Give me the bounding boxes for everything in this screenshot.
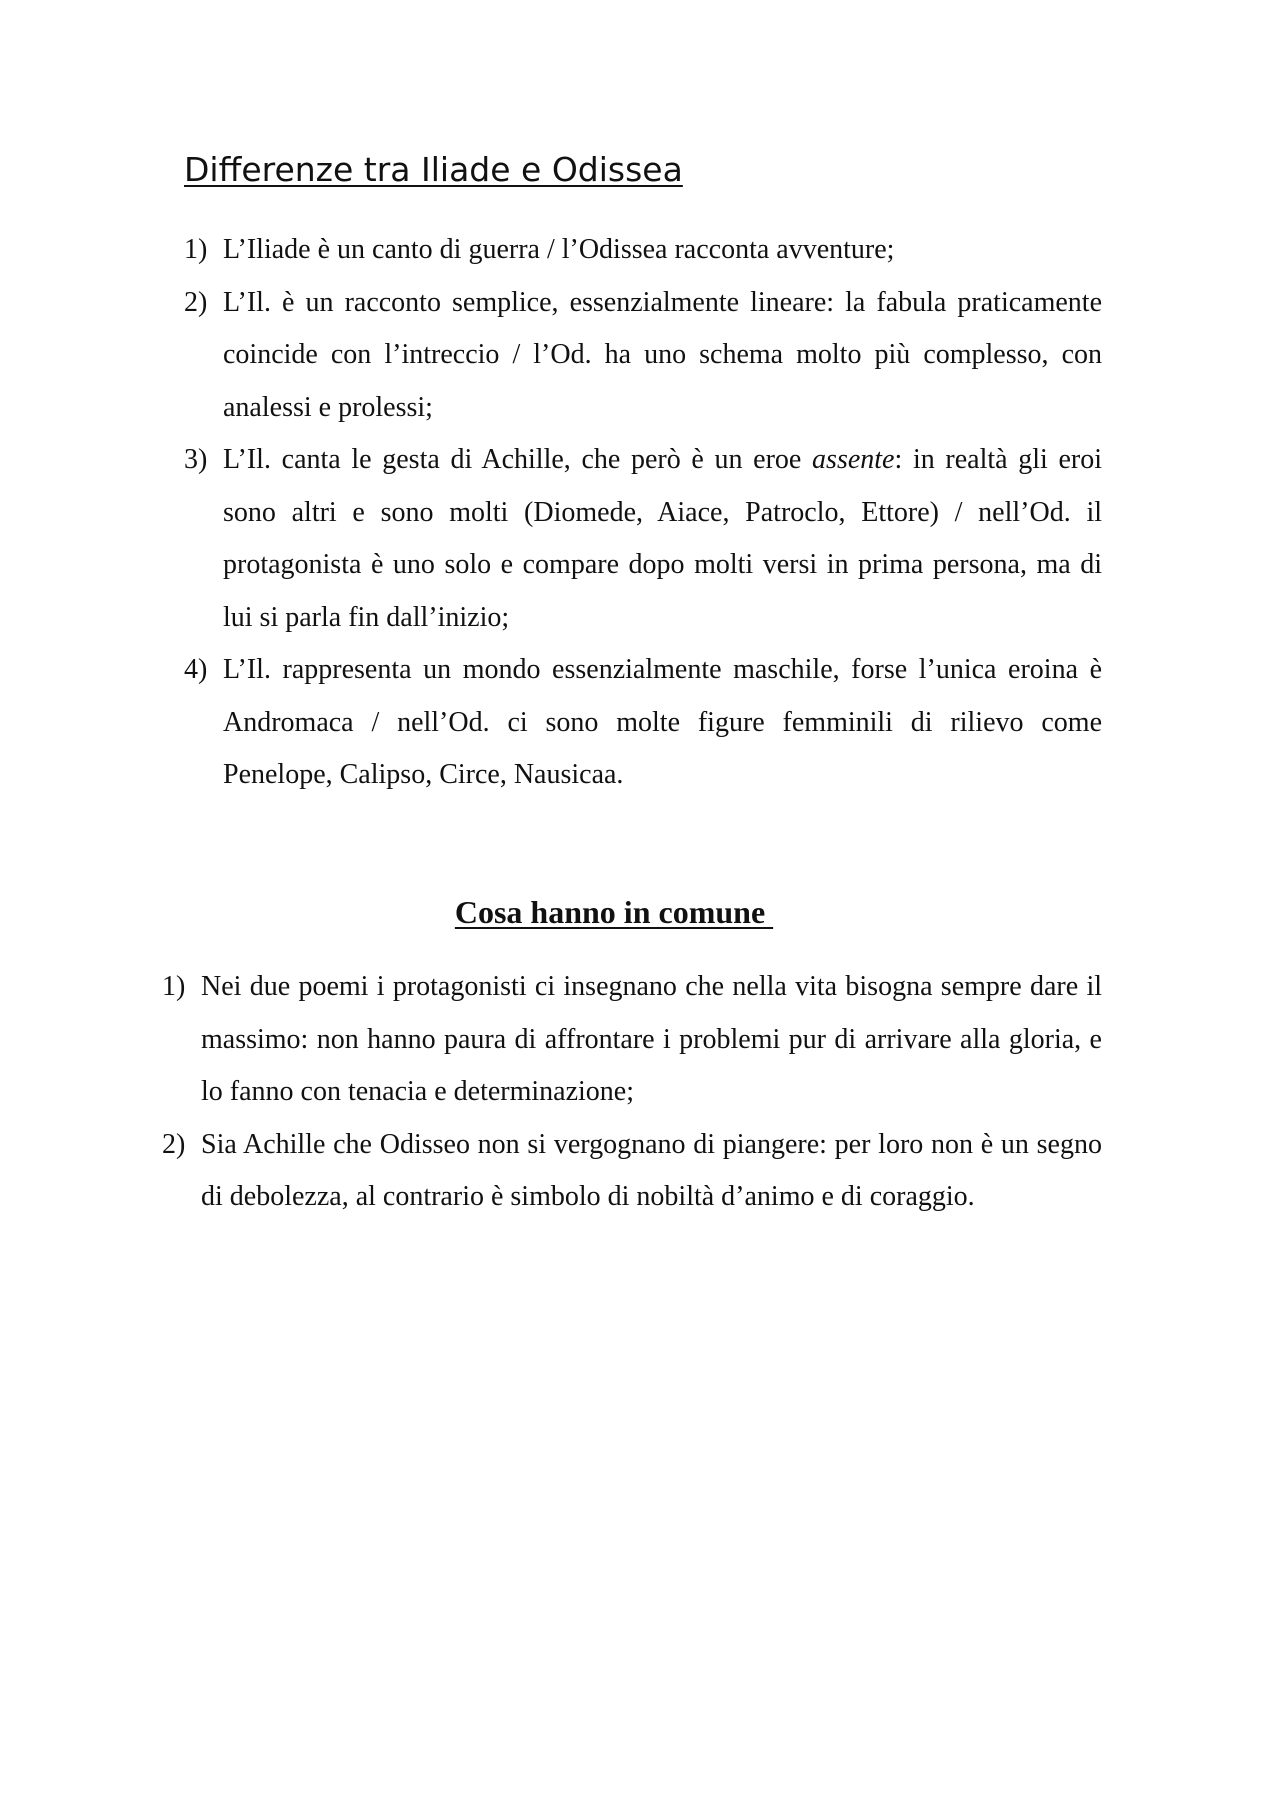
item-text (223, 444, 1102, 633)
item-text-part: : in realtà gli eroi sono altri e sono molti (Diomede, Aiace, Patroclo, Ettore) / nell’Od. il protagonista è uno solo e compare dopo molti versi in prima persona, ma di lui si parla fin dall’inizio; (223, 444, 1102, 633)
item-number: 1) (184, 234, 208, 265)
item-text: L’Il. è un racconto semplice, essenzialmente lineare: la fabula praticamente coincide con l’intreccio / l’Od. ha uno schema molto più complesso, con analessi e prolessi; (223, 286, 1102, 423)
item-text: L’Il. rappresenta un mondo essenzialmente maschile, forse l’unica eroina è Andromaca / nell’Od. ci sono molte figure femminili di rilievo come Penelope, Calipso, Circe, Nausicaa. (223, 654, 1102, 790)
list-item (184, 277, 1102, 435)
item-number: 2) (162, 1128, 186, 1160)
item-number: 3) (184, 444, 208, 475)
list-item (162, 1119, 1102, 1224)
common-list (162, 961, 1102, 1224)
item-text: Nei due poemi i protagonisti ci insegnano che nella vita bisogna sempre dare il massimo: non hanno paura di affrontare i problemi pur di arrivare alla gloria, e lo fanno con tenacia e determinazione; (201, 971, 1102, 1107)
differences-list (184, 224, 1102, 802)
list-item (184, 224, 1102, 277)
item-number: 4) (184, 654, 208, 685)
item-number: 1) (162, 971, 186, 1002)
item-text: L’Iliade è un canto di guerra / l’Odissea racconta avventure; (223, 234, 895, 265)
item-text-italic: assente (812, 444, 895, 475)
item-number: 2) (184, 286, 208, 318)
list-item (162, 961, 1102, 1119)
list-item (184, 644, 1102, 802)
item-text-part: L’Il. canta le gesta di Achille, che però è un eroe (223, 444, 813, 475)
list-item (184, 434, 1102, 644)
item-text: Sia Achille che Odisseo non si vergognano di piangere: per loro non è un segno di debolezza, al contrario è simbolo di nobiltà d’animo e di coraggio. (201, 1128, 1102, 1212)
section2-title (0, 894, 1228, 931)
section1-title: Differenze tra Iliade e Odissea (184, 150, 683, 189)
section2-title-text: Cosa hanno in comune (454, 894, 774, 930)
